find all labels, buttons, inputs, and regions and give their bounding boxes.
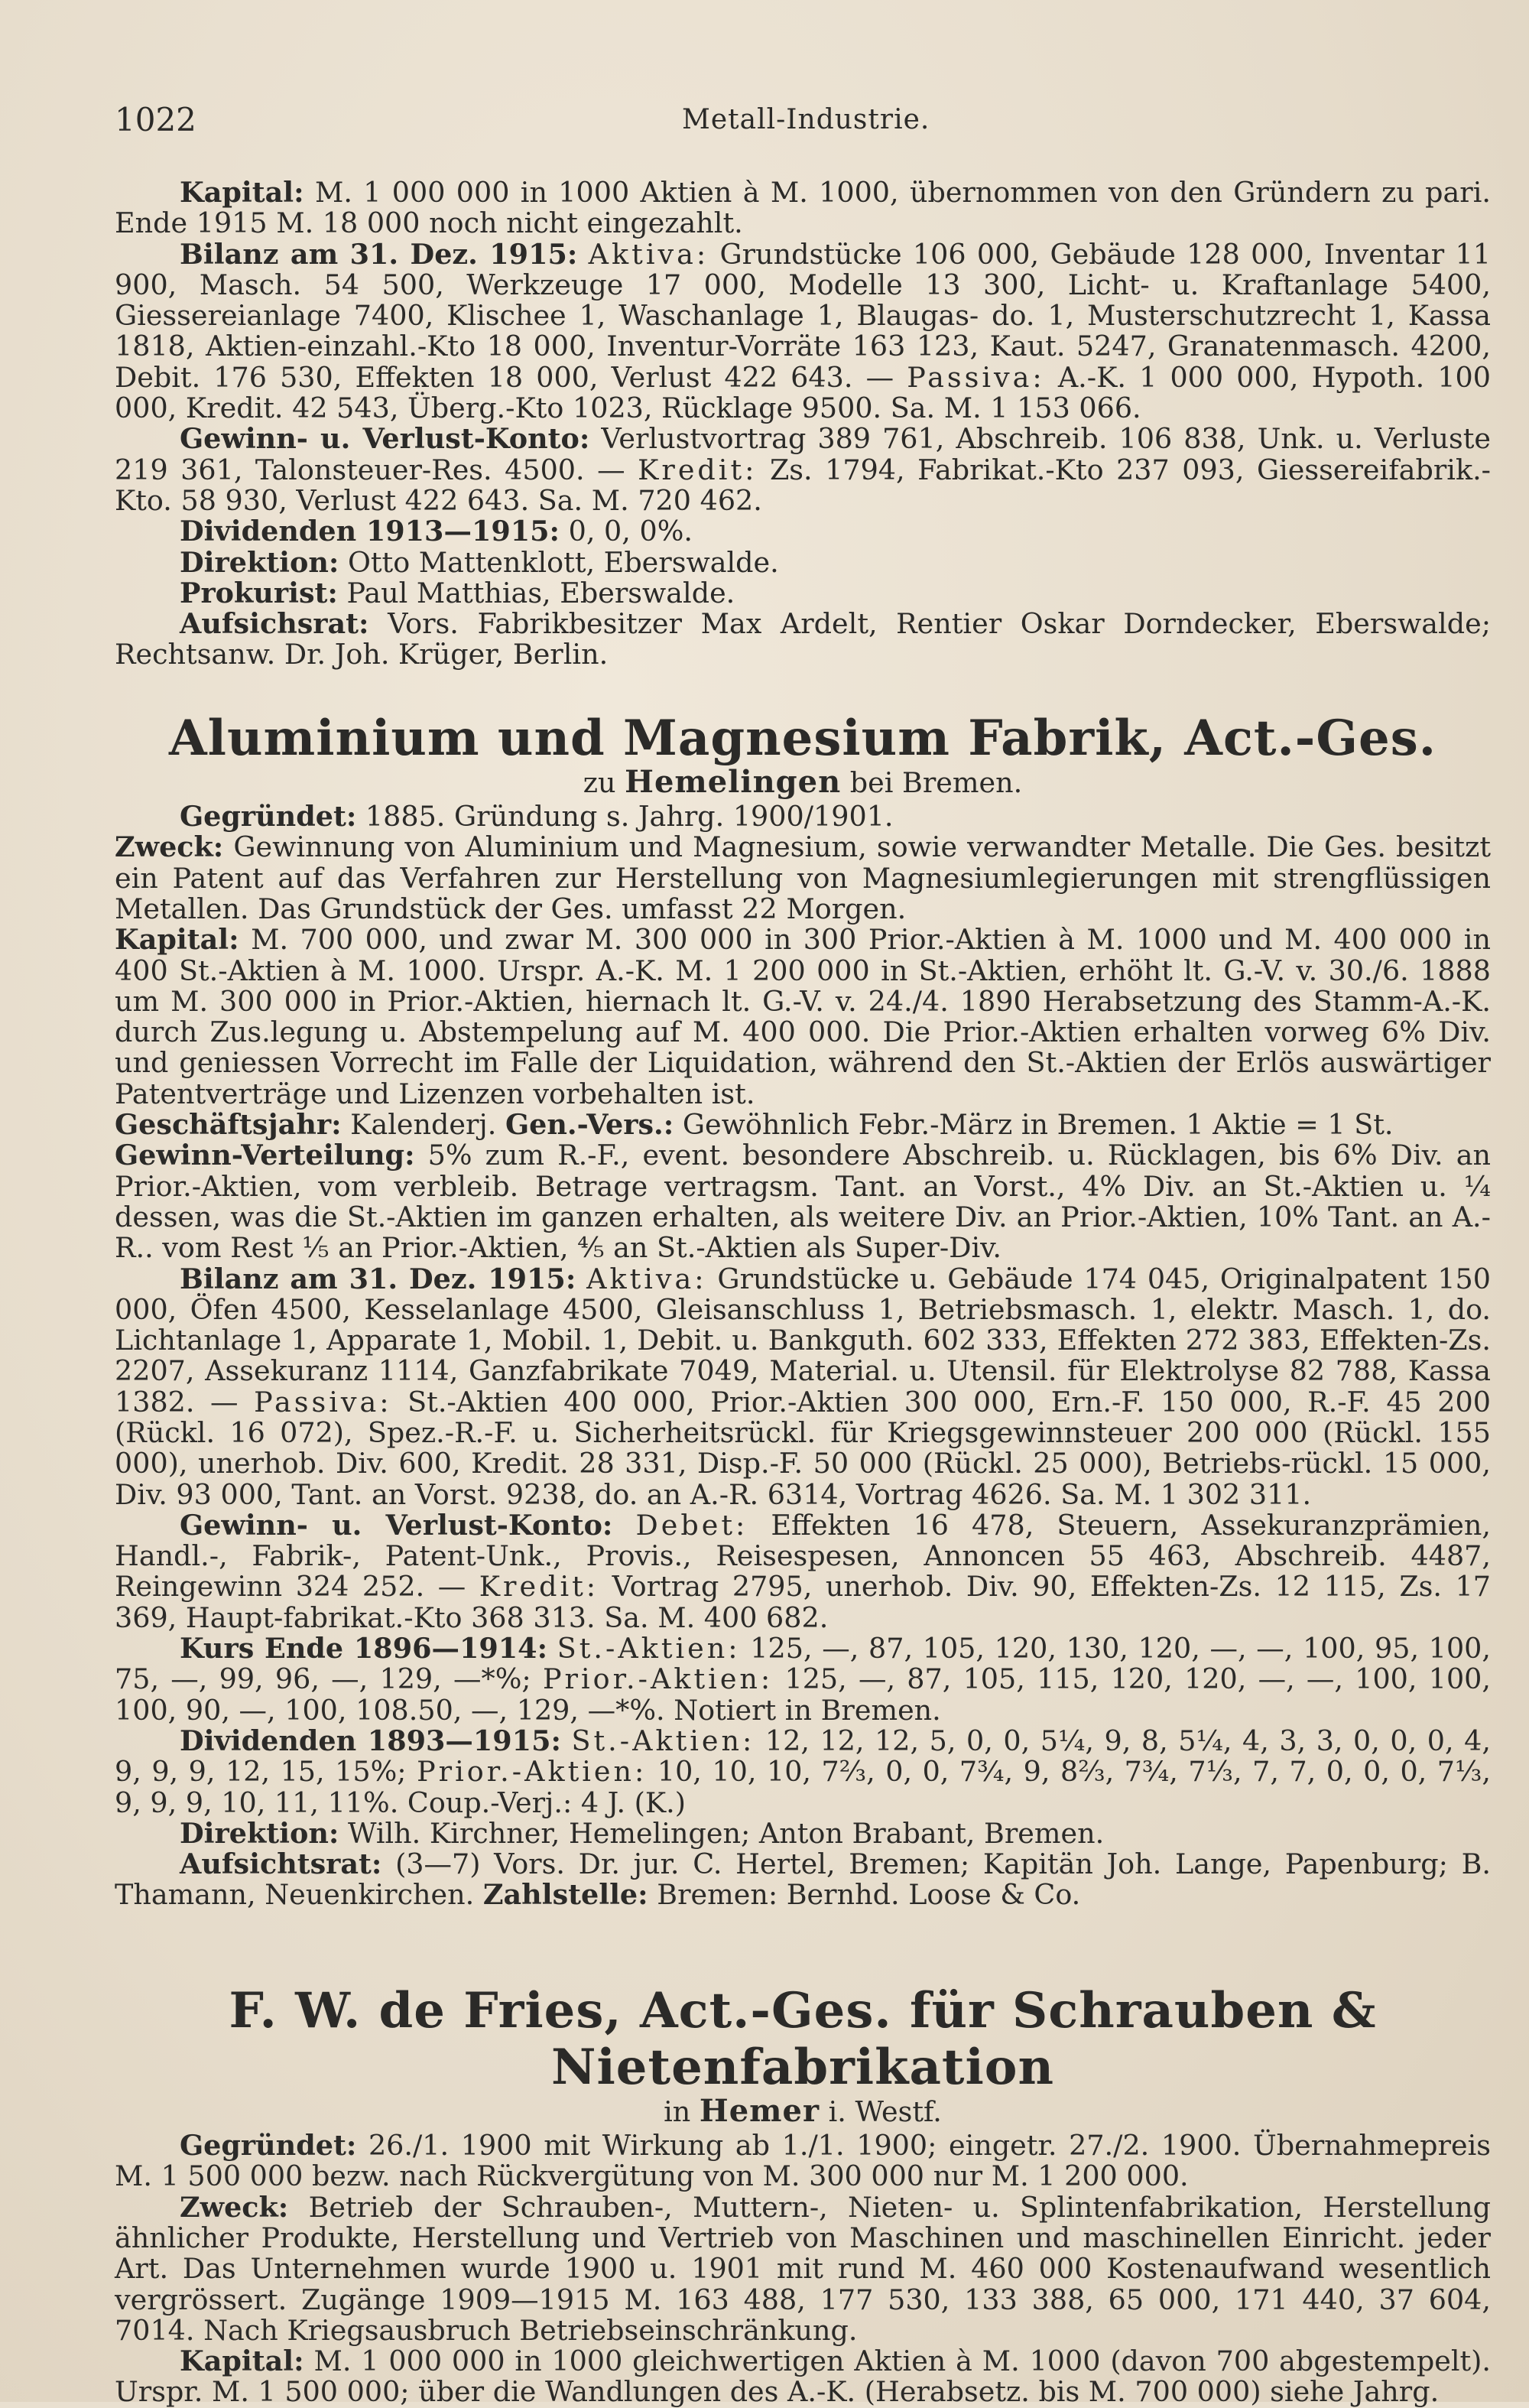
kapital-text: M. 1 000 000 in 1000 gleichwertigen Aktien à M. 1000 (davon 700 abgestempelt). Urspr. M. 1 500 000; über die Wandlungen des A.-K. (Herabsetz. bis M. 700 000) siehe Jahrg. — [115, 2345, 1492, 2408]
div-prior-label: Prior.-Aktien: — [417, 1755, 648, 1789]
aufsichtsrat-label: Aufsichtsrat: — [180, 1847, 382, 1881]
kapital-text: M. 1 000 000 in 1000 Aktien à M. 1000, übernommen von den Gründern zu pari. Ende 1915 M. 18 000 noch nicht eingezahlt. — [115, 176, 1491, 240]
page-number: 1022 — [115, 101, 196, 138]
kurs-paragraph — [115, 1633, 1491, 1726]
geschaeftsjahr-paragraph — [115, 1110, 1491, 1140]
dividenden-text: 0, 0, 0%. — [568, 515, 693, 548]
gewinnverteilung-label: Gewinn-Verteilung: — [115, 1139, 415, 1172]
aufsichtsrat-text: Vors. Fabrikbesitzer Max Ardelt, Rentier Oskar Dorndecker, Eberswalde; Rechtsanw. Dr. Joh. Krüger, Berlin. — [115, 607, 1491, 671]
bilanz-label: Bilanz am 31. Dez. 1915: — [180, 1262, 576, 1295]
prokurist-label: Prokurist: — [180, 576, 338, 609]
page-content — [115, 177, 1491, 2408]
direktion-text: Otto Mattenklott, Eberswalde. — [347, 545, 779, 579]
zahlstelle-label: Zahlstelle: — [482, 1878, 648, 1912]
entry-continuation — [115, 177, 1491, 671]
aktiva-label: Aktiva: — [588, 237, 709, 271]
kapital-label: Kapital: — [180, 2345, 304, 2378]
gewinnverteilung-text: 5% zum R.-F., event. besondere Abschreib. u. Rücklagen, bis 6% Div. an Prior.-Aktien, vom verbleib. Betrage vertragsm. Tant. an Vorst., 4% Div. an St.-Aktien u. ¼ dessen, was die St.-Aktien im ganzen erhalten, als weitere Div. an Prior.-Aktien, 10% Tant. an A.-R.. vom Rest ⅕ an Prior.-Aktien, ⅘ an St.-Aktien als Super-Div. — [115, 1139, 1491, 1265]
entry-aluminium-magnesium — [115, 710, 1491, 1911]
zweck-text: Gewinnung von Aluminium und Magnesium, sowie verwandter Metalle. Die Ges. besitzt ein Patent auf das Verfahren zur Herstellung von Magnesiumlegierungen mit strengflüssigen Metallen. Das Grundstück der Ges. umfasst 22 Morgen. — [115, 830, 1491, 925]
gewinn-label: Gewinn- u. Verlust-Konto: — [180, 1508, 613, 1542]
location-place: Hemer — [699, 2092, 820, 2129]
kredit-text: Zs. 1794, Fabrikat.-Kto 237 093, Giessereifabrik.-Kto. 58 930, Verlust 422 643. Sa. M. 720 462. — [115, 453, 1492, 517]
div-prior-text: 10, 10, 10, 7⅔, 0, 0, 7¾, 9, 8⅔, 7¾, 7⅓, 7, 7, 0, 0, 0, 7⅓, 9, 9, 9, 10, 11, 11%. Coup.-Verj.: 4 J. (K.) — [115, 1755, 1491, 1819]
company-location — [115, 2092, 1491, 2129]
company-title: F. W. de Fries, Act.-Ges. für Schrauben & Nietenfabrikation — [229, 1981, 1377, 2096]
kredit-label: Kredit: — [479, 1570, 599, 1604]
zweck-label: Zweck: — [180, 2190, 289, 2224]
direktion-paragraph — [115, 545, 1491, 579]
zweck-label: Zweck: — [115, 830, 224, 864]
direktion-label: Direktion: — [180, 1816, 339, 1850]
aufsichtsrat-paragraph — [115, 1849, 1491, 1911]
gegruendet-paragraph — [115, 2130, 1491, 2192]
gewinn-text: Verlustvortrag 389 761, Abschreib. 106 838, Unk. u. Verluste 219 361, Talonsteuer-Res. 4500. — — [115, 422, 1492, 486]
zweck-paragraph — [115, 2192, 1491, 2346]
zahlstelle-text: Bremen: Bernhd. Loose & Co. — [657, 1878, 1081, 1912]
gegruendet-label: Gegründet: — [180, 2129, 357, 2163]
aktiva-text: Grundstücke u. Gebäude 174 045, Originalpatent 150 000, Öfen 4500, Kesselanlage 4500, Gleisanschluss 1, Betriebsmasch. 1, elektr. Masch. 1, do. Lichtanlage 1, Apparate 1, Mobil. 1, Debit. u. Bankguth. 602 333, Effekten 272 383, Effekten-Zs. 2207, Assekuranz 1114, Ganzfabrikate 7049, Material. u. Utensil. für Elektrolyse 82 788, Kassa 1382. — — [115, 1262, 1491, 1418]
location-prefix: in — [664, 2094, 691, 2128]
kurs-st-label: St.-Aktien: — [557, 1632, 741, 1665]
gegruendet-label: Gegründet: — [180, 800, 357, 834]
kredit-label: Kredit: — [638, 453, 758, 486]
kurs-st-text: 125, —, 87, 105, 120, 130, 120, —, —, 100, 95, 100, 75, —, 99, 96, —, 129, —*%; — [115, 1632, 1492, 1696]
gegruendet-paragraph — [115, 801, 1491, 832]
page-header — [115, 101, 1453, 147]
location-suffix: bei Bremen. — [849, 765, 1023, 799]
bilanz-paragraph — [115, 1264, 1491, 1510]
gewinn-label: Gewinn- u. Verlust-Konto: — [180, 422, 590, 456]
passiva-label: Passiva: — [254, 1385, 392, 1418]
kapital-paragraph — [115, 2346, 1491, 2408]
entry-de-fries — [115, 1983, 1491, 2408]
gegruendet-text: 1885. Gründung s. Jahrg. 1900/1901. — [365, 800, 894, 834]
company-title: Aluminium und Magnesium Fabrik, Act.-Ges. — [169, 709, 1436, 767]
genvers-label: Gen.-Vers.: — [505, 1108, 674, 1142]
aktiva-label: Aktiva: — [586, 1262, 707, 1295]
kurs-prior-text: 125, —, 87, 105, 115, 120, 120, —, —, 100, 100, 100, 90, —, 100, 108.50, —, 129, —*%. Notiert in Bremen. — [115, 1662, 1491, 1727]
gewinnverteilung-paragraph — [115, 1140, 1491, 1263]
location-place: Hemelingen — [625, 763, 842, 800]
div-st-label: St.-Aktien: — [571, 1724, 755, 1757]
aufsichtsrat-label: Aufsichsrat: — [180, 607, 369, 641]
passiva-label: Passiva: — [907, 360, 1045, 394]
gegruendet-text: 26./1. 1900 mit Wirkung ab 1./1. 1900; eingetr. 27./2. 1900. Übernahmepreis M. 1 500 000 bezw. nach Rückvergütung von M. 300 000 nur M. 1 200 000. — [115, 2129, 1491, 2193]
gewinn-paragraph — [115, 424, 1491, 516]
dividenden-label: Dividenden 1913—1915: — [180, 515, 560, 548]
kapital-paragraph — [115, 177, 1491, 239]
dividenden-paragraph — [115, 516, 1491, 547]
debet-label: Debet: — [635, 1508, 748, 1542]
kapital-label: Kapital: — [115, 923, 239, 957]
aufsichtsrat-paragraph — [115, 609, 1491, 671]
dividenden-label: Dividenden 1893—1915: — [180, 1724, 561, 1757]
aktiva-text: Grundstücke 106 000, Gebäude 128 000, Inventar 11 900, Masch. 54 500, Werkzeuge 17 000, Modelle 13 300, Licht- u. Kraftanlage 5400, Giessereianlage 7400, Klischee 1, Waschanlage 1, Blaugas- do. 1, Musterschutzrecht 1, Kassa 1818, Aktien-einzahl.-Kto 18 000, Inventur-Vorräte 163 123, Kaut. 5247, Granatenmasch. 4200, Debit. 176 530, Effekten 18 000, Verlust 422 643. — — [115, 237, 1491, 394]
location-prefix: zu — [583, 765, 616, 799]
kapital-label: Kapital: — [180, 176, 304, 209]
prokurist-text: Paul Matthias, Eberswalde. — [346, 576, 735, 609]
kapital-paragraph — [115, 925, 1491, 1110]
dividenden-paragraph — [115, 1726, 1491, 1818]
prokurist-paragraph — [115, 578, 1491, 609]
div-st-text: 12, 12, 12, 5, 0, 0, 5¼, 9, 8, 5¼, 4, 3, 3, 0, 0, 0, 4, 9, 9, 9, 12, 15, 15%; — [115, 1724, 1491, 1789]
bilanz-paragraph — [115, 239, 1491, 424]
gewinn-paragraph — [115, 1510, 1491, 1633]
aufsichtsrat-text: (3—7) Vors. Dr. jur. C. Hertel, Bremen; Kapitän Joh. Lange, Papenburg; B. Thamann, Neuenkirchen. — [115, 1847, 1491, 1912]
geschaeftsjahr-text: Kalenderj. — [350, 1108, 497, 1142]
direktion-paragraph — [115, 1818, 1491, 1849]
debet-text: Effekten 16 478, Steuern, Assekuranzprämien, Handl.-, Fabrik-, Patent-Unk., Provis., Reisespesen, Annoncen 55 463, Abschreib. 4487, Reingewinn 324 252. — — [115, 1508, 1491, 1604]
zweck-paragraph — [115, 832, 1491, 925]
genvers-text: Gewöhnlich Febr.-März in Bremen. 1 Aktie = 1 St. — [682, 1108, 1394, 1142]
passiva-text: St.-Aktien 400 000, Prior.-Aktien 300 000, Ern.-F. 150 000, R.-F. 45 200 (Rückl. 16 072), Spez.-R.-F. u. Sicherheitsrückl. für Kriegsgewinnsteuer 200 000 (Rückl. 155 000), unerhob. Div. 600, Kredit. 28 331, Disp.-F. 50 000 (Rückl. 25 000), Betriebs-rückl. 15 000, Div. 93 000, Tant. an Vorst. 9238, do. an A.-R. 6314, Vortrag 4626. Sa. M. 1 302 311. — [115, 1385, 1491, 1511]
kurs-prior-label: Prior.-Aktien: — [542, 1662, 774, 1696]
geschaeftsjahr-label: Geschäftsjahr: — [115, 1108, 342, 1142]
bilanz-label: Bilanz am 31. Dez. 1915: — [180, 237, 578, 271]
zweck-text: Betrieb der Schrauben-, Muttern-, Nieten- u. Splintenfabrikation, Herstellung ähnlicher Produkte, Herstellung und Vertrieb von Maschinen und maschinellen Einricht. jeder Art. Das Unternehmen wurde 1900 u. 1901 mit rund M. 460 000 Kostenaufwand wesentlich vergrössert. Zugänge 1909—1915 M. 163 488, 177 530, 133 388, 65 000, 171 440, 37 604, 7014. Nach Kriegsausbruch Betriebseinschränkung. — [115, 2190, 1491, 2347]
company-location — [115, 763, 1491, 800]
kapital-text: M. 700 000, und zwar M. 300 000 in 300 Prior.-Aktien à M. 1000 und M. 400 000 in 400 St.-Aktien à M. 1000. Urspr. A.-K. M. 1 200 000 in St.-Aktien, erhöht lt. G.-V. v. 30./6. 1888 um M. 300 000 in Prior.-Aktien, hiernach lt. G.-V. v. 24./4. 1890 Herabsetzung des Stamm-A.-K. durch Zus.legung u. Abstempelung auf M. 400 000. Die Prior.-Aktien erhalten vorweg 6% Div. und geniessen Vorrecht im Falle der Liquidation, während den St.-Aktien der Erlös auswärtiger Patentverträge und Lizenzen vorbehalten ist. — [115, 923, 1491, 1110]
passiva-text: A.-K. 1 000 000, Hypoth. 100 000, Kredit. 42 543, Überg.-Kto 1023, Rücklage 9500. Sa. M. 1 153 066. — [115, 360, 1491, 425]
kredit-text: Vortrag 2795, unerhob. Div. 90, Effekten-Zs. 12 115, Zs. 17 369, Haupt-fabrikat.-Kto 368 313. Sa. M. 400 682. — [115, 1570, 1491, 1634]
running-title: Metall-Industrie. — [682, 104, 930, 135]
direktion-text: Wilh. Kirchner, Hemelingen; Anton Brabant, Bremen. — [347, 1816, 1105, 1850]
direktion-label: Direktion: — [180, 545, 339, 579]
location-suffix: i. Westf. — [828, 2094, 942, 2128]
kurs-label: Kurs Ende 1896—1914: — [180, 1632, 548, 1665]
